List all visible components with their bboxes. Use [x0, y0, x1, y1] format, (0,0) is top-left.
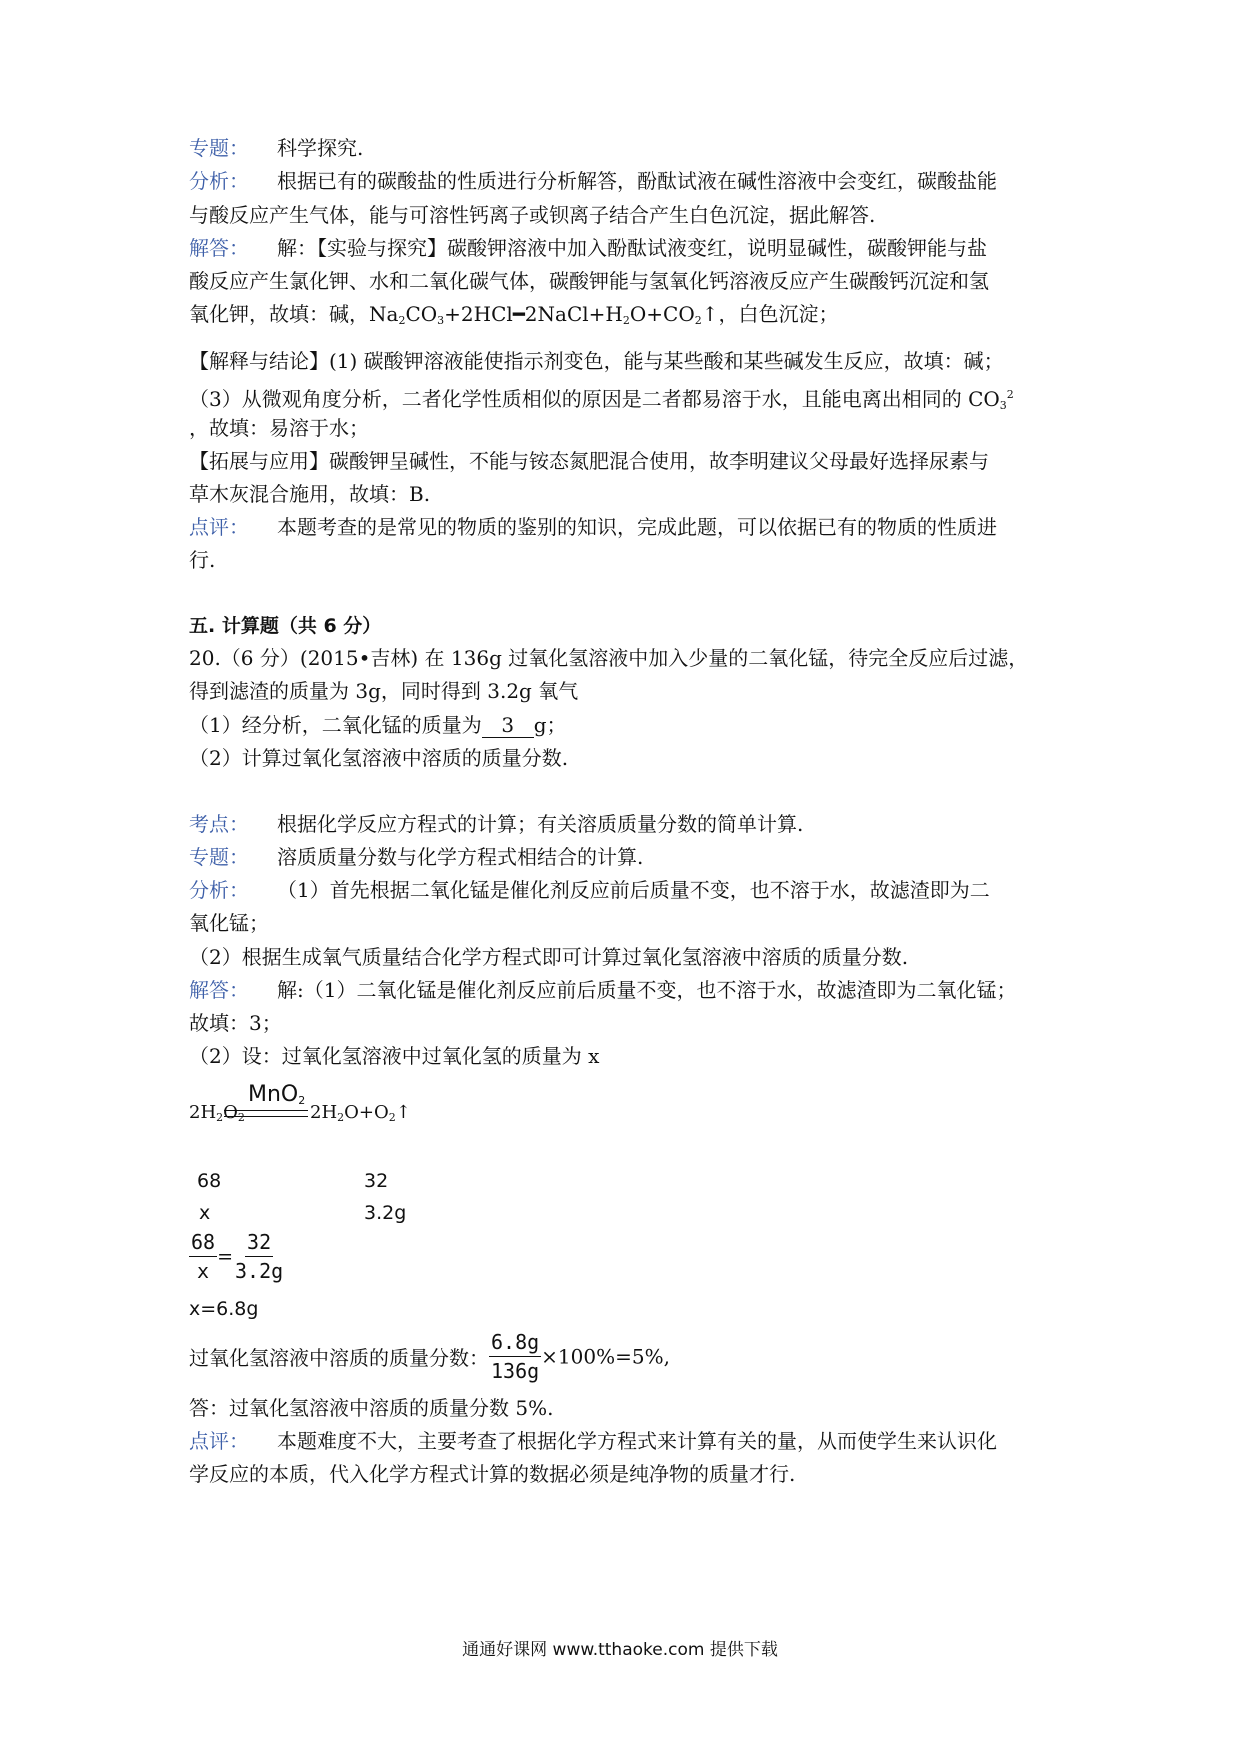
fenxi-label: 分析：: [189, 878, 249, 902]
fenxi-text: 根据已有的碳酸盐的性质进行分析解答，酚酞试液在碱性溶液中会变红，碳酸盐能: [277, 169, 997, 193]
jieda-line-8: [189, 479, 430, 509]
kaodian-label: 考点：: [189, 812, 249, 836]
numerator: 6.8g: [489, 1328, 541, 1357]
subscript: 2: [622, 314, 630, 327]
denominator: x: [197, 1259, 210, 1283]
dianping-line-2: [189, 545, 215, 575]
jieda-text-4: 【解释与结论】(1) 碳酸钾溶液能使指示剂变色，能与某些酸和某些碱发生反应，故填：碱；: [189, 349, 1004, 373]
fraction-line: [189, 1328, 670, 1390]
jieda-line-b3: [189, 1041, 599, 1071]
question-line-3: [189, 710, 567, 740]
subscript: 2: [388, 1111, 396, 1124]
dianping-label: 点评：: [189, 1429, 249, 1453]
fraction-32-3-2g: [233, 1228, 285, 1285]
subscript: 2: [237, 1111, 245, 1124]
proportion: [189, 1228, 285, 1290]
subscript: 3: [999, 399, 1007, 412]
zhuanti-label: 专题：: [189, 845, 249, 869]
jieda-text-8: 草木灰混合施用，故填：B.: [189, 482, 431, 506]
jieda-text-6: ，故填：易溶于水；: [189, 416, 369, 440]
superscript: 2: [1006, 388, 1014, 401]
subscript: 2: [694, 314, 702, 327]
dianping-text-2: 学反应的本质，代入化学方程式计算的数据必须是纯净物的质量才行.: [189, 1462, 796, 1486]
fenxi-line-b3: [189, 942, 908, 972]
jieda-line-3: [189, 299, 838, 329]
fenxi-line-2: [189, 200, 875, 230]
question-text-3: （1）经分析，二氧化锰的质量为: [189, 713, 482, 737]
fenxi-text-3: （2）根据生成氧气质量结合化学方程式即可计算过氧化氢溶液中溶质的质量分数.: [189, 945, 909, 969]
question-line-2: [189, 676, 578, 706]
section-title: 五. 计算题（共 6 分）: [189, 615, 382, 637]
zhuanti-label: 专题：: [189, 136, 249, 160]
fraction-tail: ×100%=5%,: [541, 1344, 670, 1369]
dianping-text: 本题考查的是常见的物质的鉴别的知识，完成此题，可以依据已有的物质的性质进: [277, 515, 997, 539]
zhuanti-text: 溶质质量分数与化学方程式相结合的计算.: [277, 845, 644, 869]
fenxi-line-b1: [189, 875, 990, 905]
dianping-text: 本题难度不大，主要考查了根据化学方程式来计算有关的量，从而使学生来认识化: [277, 1429, 997, 1453]
variable-x: x: [199, 1202, 211, 1224]
zhuanti-text: 科学探究.: [277, 136, 364, 160]
question-text-1: 20.（6 分）(2015•吉林) 在 136g 过氧化氢溶液中加入少量的二氧化锰，待完全反应后过滤，: [189, 646, 1029, 670]
zhuanti-line-2: [189, 842, 643, 872]
mass-h2o2: 68: [197, 1170, 222, 1192]
subscript: 3: [437, 314, 445, 327]
jieda-line-5: [189, 380, 1014, 410]
fraction-6-8g-136g: [489, 1328, 541, 1385]
jieda-text-3b: CO: [405, 302, 438, 326]
question-line-1: [189, 643, 1028, 673]
zhuanti-line-1: [189, 133, 363, 163]
jieda-line-2: [189, 266, 989, 296]
denominator: 136g: [491, 1359, 540, 1383]
dianping-text-2: 行.: [189, 548, 216, 572]
page-footer: 通通好课网 www.tthaoke.com 提供下载: [462, 1640, 778, 1660]
jieda-text-3: （2）设：过氧化氢溶液中过氧化氢的质量为 x: [189, 1044, 600, 1068]
kaodian-line: [189, 809, 803, 839]
fraction-68-x: [189, 1228, 217, 1285]
jieda-text: 解：【实验与探究】碳酸钾溶液中加入酚酞试液变红，说明显碱性，碳酸钾能与盐: [277, 236, 987, 260]
fenxi-line-b2: [189, 908, 269, 938]
fenxi-text: （1）首先根据二氧化锰是催化剂反应前后质量不变，也不溶于水，故滤渣即为二: [277, 878, 990, 902]
jieda-text: 解:（1）二氧化锰是催化剂反应前后质量不变，也不溶于水，故滤渣即为二氧化锰；: [277, 978, 1017, 1002]
jieda-text-3a: 氧化钾，故填：碱，Na: [189, 302, 399, 326]
catalyst-text: MnO: [248, 1082, 299, 1107]
jieda-text-3c: +2HCl━2NaCl+H: [444, 302, 623, 326]
eq-left-text: 2H: [189, 1102, 217, 1123]
question-text-4: （2）计算过氧化氢溶液中溶质的质量分数.: [189, 746, 569, 770]
numerator: 32: [245, 1228, 273, 1257]
subscript: 2: [298, 1094, 306, 1107]
jieda-label: 解答：: [189, 236, 249, 260]
jieda-line-7: [189, 446, 989, 476]
subscript: 2: [398, 314, 406, 327]
eq-left-text-b: O: [223, 1102, 238, 1123]
x-result: x=6.8g: [189, 1298, 259, 1320]
equation-catalyst: [248, 1080, 305, 1110]
mass-o2: 32: [364, 1170, 389, 1192]
dianping-line-b2: [189, 1459, 795, 1489]
jieda-text-2: 故填：3；: [189, 1011, 282, 1035]
denominator: 3.2g: [235, 1259, 284, 1283]
dianping-label: 点评：: [189, 515, 249, 539]
dianping-line-1: [189, 512, 997, 542]
jieda-line-4: [189, 346, 1004, 376]
kaodian-text: 根据化学反应方程式的计算；有关溶质质量分数的简单计算.: [277, 812, 804, 836]
question-line-4: [189, 743, 568, 773]
fraction-label: 过氧化氢溶液中溶质的质量分数：: [189, 1346, 489, 1370]
fenxi-line-1: [189, 166, 997, 196]
eq-right-text-b: O+O: [344, 1102, 389, 1123]
up-arrow: ↑: [395, 1102, 411, 1123]
equation-right: [310, 1098, 411, 1128]
equals-sign: =: [217, 1245, 234, 1268]
question-unit: g；: [533, 713, 567, 737]
dianping-line-b1: [189, 1426, 997, 1456]
numerator: 68: [189, 1228, 217, 1257]
answer-blank: 3: [482, 713, 534, 738]
subscript: 2: [216, 1111, 224, 1124]
jieda-text-3d: O+CO: [629, 302, 695, 326]
jieda-line-1: [189, 233, 987, 263]
eq-right-text: 2H: [310, 1102, 338, 1123]
jieda-line-b2: [189, 1008, 282, 1038]
fenxi-text-2: 氧化锰；: [189, 911, 269, 935]
jieda-line-6: [189, 413, 369, 443]
jieda-line-b1: [189, 975, 1016, 1005]
subscript: 2: [337, 1111, 345, 1124]
jieda-text-7: 【拓展与应用】碳酸钾呈碱性，不能与铵态氮肥混合使用，故李明建议父母最好选择尿素与: [189, 449, 989, 473]
fenxi-text-2: 与酸反应产生气体，能与可溶性钙离子或钡离子结合产生白色沉淀，据此解答.: [189, 203, 876, 227]
equation-left: [189, 1098, 245, 1128]
jieda-text-5: （3）从微观角度分析，二者化学性质相似的原因是二者都易溶于水，且能电离出相同的 CO: [189, 387, 1000, 411]
jieda-text-2: 酸反应产生氯化钾、水和二氧化碳气体，碳酸钾能与氢氧化钙溶液反应产生碳酸钙沉淀和氢: [189, 269, 989, 293]
answer-line: 答：过氧化氢溶液中溶质的质量分数 5%.: [189, 1396, 554, 1420]
question-text-2: 得到滤渣的质量为 3g，同时得到 3.2g 氧气: [189, 679, 579, 703]
jieda-text-3e: ↑，白色沉淀；: [701, 302, 839, 326]
jieda-label: 解答：: [189, 978, 249, 1002]
value-o2: 3.2g: [364, 1202, 407, 1224]
fenxi-label: 分析：: [189, 169, 249, 193]
